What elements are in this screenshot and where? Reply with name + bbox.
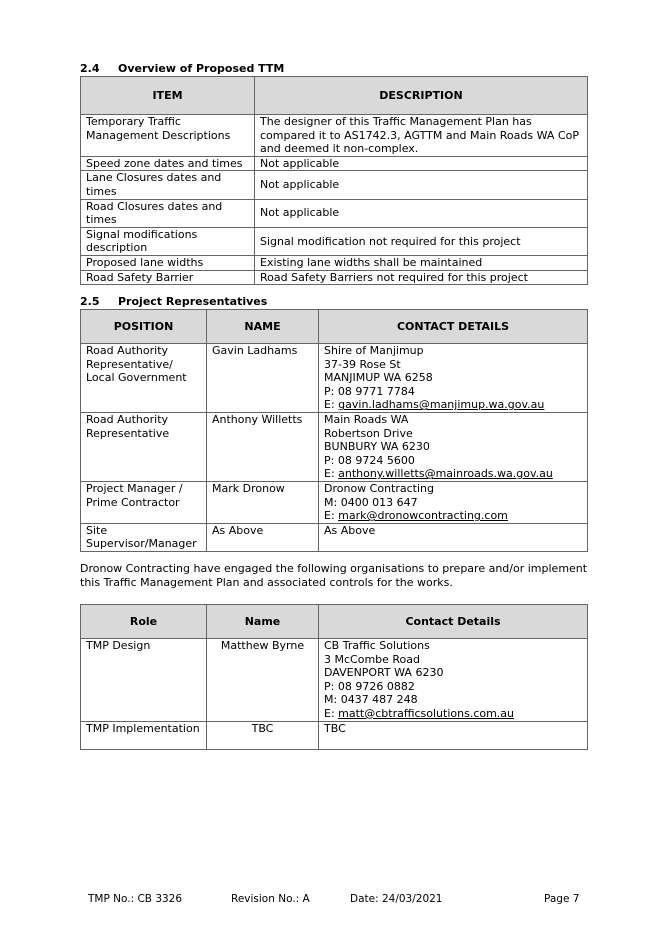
description-cell: Road Safety Barriers not required for this project — [255, 270, 588, 285]
name-cell: TBC — [207, 722, 319, 750]
contact-line: Main Roads WA — [324, 413, 409, 426]
item-cell: Signal modifications description — [81, 227, 255, 255]
table-row — [81, 270, 588, 285]
contact-line: M: 0400 013 647 — [324, 495, 418, 509]
contact-line: Shire of Manjimup — [324, 344, 424, 357]
contact-line: BUNBURY WA 6230 — [324, 440, 430, 454]
role-cell: TMP Design — [81, 639, 207, 722]
description-cell: Not applicable — [255, 156, 588, 171]
table-row — [81, 115, 588, 157]
engaged-paragraph: Dronow Contracting have engaged the following organisations to prepare and/or implement this Traffic Management Plan and associated controls for the works. — [80, 562, 588, 589]
email-line — [324, 509, 582, 523]
column-header-name: Name — [207, 605, 319, 639]
section-2-5-heading — [80, 295, 267, 309]
name-cell: As Above — [207, 523, 319, 551]
email-link[interactable]: anthony.willetts@mainroads.wa.gov.au — [338, 467, 553, 481]
table-header-row — [81, 77, 588, 115]
table-row — [81, 722, 588, 750]
column-header-name: NAME — [207, 310, 319, 344]
contact-line: 37-39 Rose St — [324, 357, 401, 371]
item-cell: Road Closures dates and times — [81, 199, 255, 227]
name-cell: Anthony Willetts — [207, 413, 319, 482]
overview-table — [80, 76, 588, 285]
column-header-role: Role — [81, 605, 207, 639]
position-cell: Road Authority Representative/ Local Government — [81, 344, 207, 413]
contact-cell — [319, 523, 588, 551]
item-cell: Speed zone dates and times — [81, 156, 255, 171]
column-header-item: ITEM — [81, 77, 255, 115]
position-cell: Site Supervisor/Manager — [81, 523, 207, 551]
email-prefix: E: — [324, 467, 339, 481]
position-cell: Project Manager / Prime Contractor — [81, 482, 207, 524]
item-cell: Proposed lane widths — [81, 255, 255, 270]
email-link[interactable]: mark@dronowcontracting.com — [338, 509, 508, 523]
contact-cell — [319, 482, 588, 524]
item-cell: Road Safety Barrier — [81, 270, 255, 285]
contact-line: DAVENPORT WA 6230 — [324, 666, 444, 680]
table-row — [81, 255, 588, 270]
section-number: 2.4 — [80, 62, 100, 75]
table-row — [81, 413, 588, 482]
column-header-contact: Contact Details — [319, 605, 588, 639]
column-header-position: POSITION — [81, 310, 207, 344]
contact-line: 3 McCombe Road — [324, 652, 421, 666]
name-cell: Gavin Ladhams — [207, 344, 319, 413]
representatives-table — [80, 309, 588, 552]
contact-line: CB Traffic Solutions — [324, 639, 430, 652]
description-cell: Existing lane widths shall be maintained — [255, 255, 588, 270]
footer-tmp-number: TMP No.: CB 3326 — [88, 893, 183, 905]
description-cell: Not applicable — [255, 171, 588, 199]
email-prefix: E: — [324, 706, 339, 720]
contact-line: TBC — [324, 722, 346, 735]
contact-cell — [319, 722, 588, 750]
name-cell: Mark Dronow — [207, 482, 319, 524]
contact-line: P: 08 9724 5600 — [324, 453, 415, 467]
table-row — [81, 171, 588, 199]
organisations-table — [80, 604, 588, 750]
column-header-contact: CONTACT DETAILS — [319, 310, 588, 344]
table-row — [81, 344, 588, 413]
email-prefix: E: — [324, 398, 339, 412]
description-cell: Signal modification not required for this project — [255, 227, 588, 255]
section-title: Overview of Proposed TTM — [118, 62, 285, 75]
email-prefix: E: — [324, 509, 339, 523]
table-header-row — [81, 605, 588, 639]
section-number: 2.5 — [80, 295, 100, 308]
contact-cell — [319, 639, 588, 722]
table-row — [81, 482, 588, 524]
contact-line: P: 08 9726 0882 — [324, 679, 415, 693]
email-line — [324, 398, 582, 412]
contact-line: M: 0437 487 248 — [324, 693, 418, 707]
footer-date: Date: 24/03/2021 — [350, 893, 443, 905]
contact-line: Robertson Drive — [324, 426, 413, 440]
footer-page-number: Page 7 — [544, 893, 580, 905]
item-cell: Lane Closures dates and times — [81, 171, 255, 199]
position-cell: Road Authority Representative — [81, 413, 207, 482]
email-link[interactable]: matt@cbtrafficsolutions.com.au — [338, 706, 515, 720]
table-row — [81, 227, 588, 255]
table-row — [81, 199, 588, 227]
email-link[interactable]: gavin.ladhams@manjimup.wa.gov.au — [338, 398, 545, 412]
role-cell: TMP Implementation — [81, 722, 207, 750]
description-cell: The designer of this Traffic Management Plan has compared it to AS1742.3, AGTTM and Main Roads WA CoP and deemed it non-complex. — [255, 115, 588, 157]
email-line — [324, 467, 582, 481]
name-cell: Matthew Byrne — [207, 639, 319, 722]
table-row — [81, 639, 588, 722]
description-cell: Not applicable — [255, 199, 588, 227]
contact-line: MANJIMUP WA 6258 — [324, 371, 433, 385]
table-row — [81, 523, 588, 551]
email-line — [324, 707, 582, 721]
contact-cell — [319, 344, 588, 413]
section-2-4-heading — [80, 62, 284, 76]
column-header-description: DESCRIPTION — [255, 77, 588, 115]
contact-line: Dronow Contracting — [324, 482, 435, 495]
item-cell: Temporary Traffic Management Descriptions — [81, 115, 255, 157]
table-header-row — [81, 310, 588, 344]
contact-cell — [319, 413, 588, 482]
contact-line: As Above — [324, 523, 376, 537]
contact-line: P: 08 9771 7784 — [324, 384, 415, 398]
section-title: Project Representatives — [118, 295, 268, 308]
table-row — [81, 156, 588, 171]
footer-revision: Revision No.: A — [231, 893, 310, 905]
